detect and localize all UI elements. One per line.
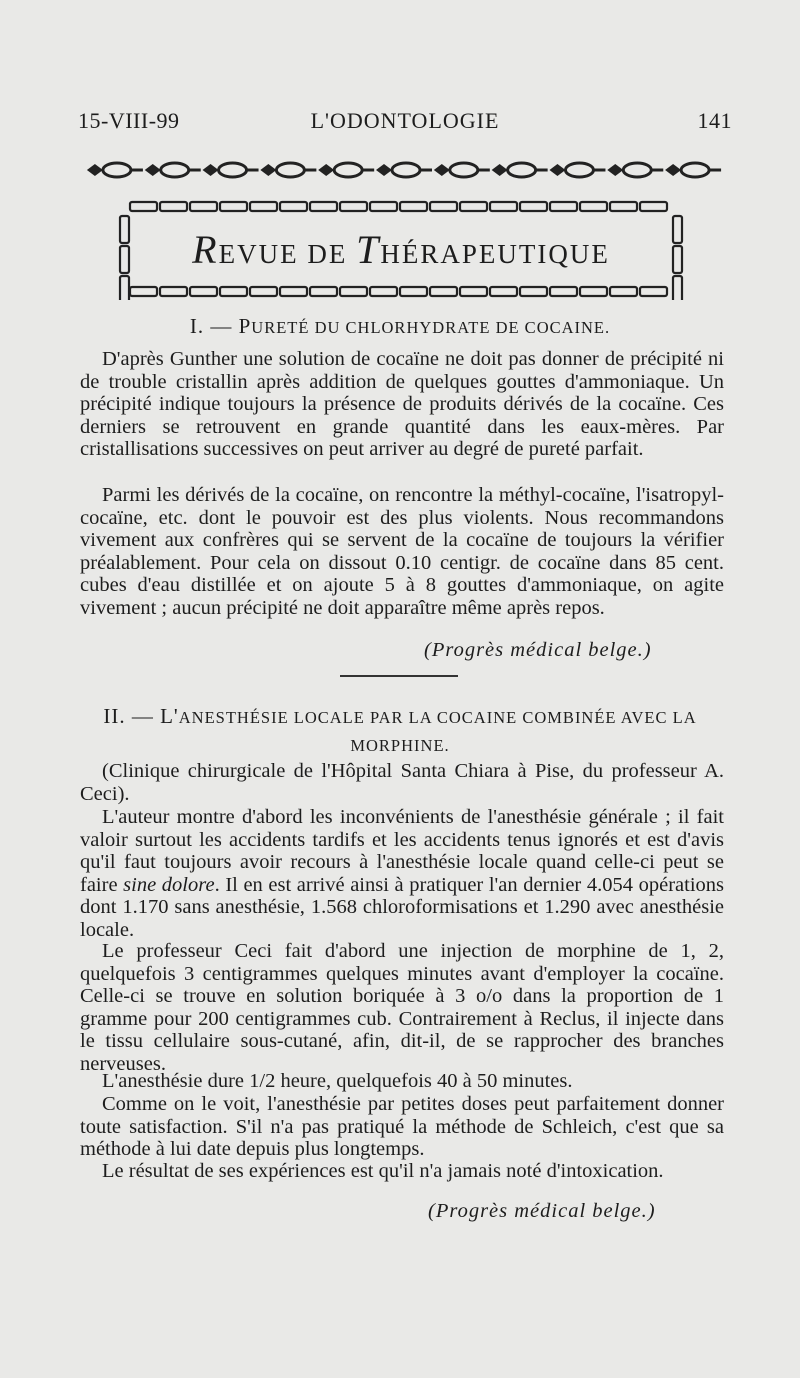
frame-link <box>490 202 517 211</box>
source-citation: (Progrès médical belge.) <box>428 1200 656 1222</box>
issue-date: 15-VIII-99 <box>78 108 180 133</box>
frame-link <box>520 202 547 211</box>
journal-title: L'ODONTOLOGIE <box>310 108 500 133</box>
frame-link <box>520 287 547 296</box>
section-divider <box>340 675 458 677</box>
page-number: 141 <box>697 108 732 133</box>
section-1-paragraph: D'après Gunther une solution de cocaïne ne doit pas donner de précipité ni de trouble cristallin après addition de quelques gouttes d'ammoniaque. Un précipité indique toujours la présence de produits dérivés de la cocaïne. Ces derniers se retrouvent en grande quantité dans les eaux-mères. Par cristallisations successives on peut arriver au degré de pureté parfait. <box>80 348 724 461</box>
frame-link <box>400 287 427 296</box>
frame-link <box>460 202 487 211</box>
ornament-link <box>260 163 316 177</box>
frame-link <box>430 287 457 296</box>
frame-link <box>673 276 682 300</box>
frame-link <box>340 202 367 211</box>
ornament-link <box>434 163 490 177</box>
ornament-link <box>549 163 605 177</box>
banner-title: REVUE DE THÉRAPEUTIQUE <box>192 227 610 272</box>
source-citation: (Progrès médical belge.) <box>424 639 652 661</box>
section-2-paragraph: L'auteur montre d'abord les inconvénients de l'anesthésie générale ; il fait valoir surtout les accidents tardifs et les accidents tenus ignorés et est d'avis qu'il faut toujours avoir recours à l'anesthésie locale quand celle-ci peut se faire sine dolore. Il en est arrivé ainsi à pratiquer l'an dernier 4.054 opérations dont 1.170 sans anesthésie, 1.568 chloroformisations et 1.290 avec anesthésie locale. <box>80 806 724 941</box>
frame-link <box>280 287 307 296</box>
frame-link <box>280 202 307 211</box>
frame-link <box>220 202 247 211</box>
frame-link <box>640 202 667 211</box>
frame-link <box>550 287 577 296</box>
frame-link <box>400 202 427 211</box>
frame-link <box>160 202 187 211</box>
section-2-heading: II. — L'ANESTHÉSIE LOCALE PAR LA COCAINE COMBINÉE AVEC LA MORPHINE. <box>103 704 697 755</box>
frame-link <box>250 287 277 296</box>
frame-link <box>610 202 637 211</box>
section-banner <box>118 198 684 300</box>
ornament-chain <box>86 150 722 190</box>
frame-link <box>340 287 367 296</box>
ornament-link <box>376 163 432 177</box>
frame-link <box>120 276 129 300</box>
ornament-link <box>607 163 663 177</box>
frame-link <box>310 287 337 296</box>
section-1-heading: I. — PURETÉ DU CHLORHYDRATE DE COCAINE. <box>189 314 611 338</box>
ornament-link <box>145 163 201 177</box>
latin-phrase: sine dolore <box>123 873 215 896</box>
section-2-paragraph: (Clinique chirurgicale de l'Hôpital Santa Chiara à Pise, du professeur A. Ceci). <box>80 760 724 805</box>
ornament-link <box>318 163 374 177</box>
frame-link <box>130 287 157 296</box>
frame-link <box>490 287 517 296</box>
frame-link <box>370 202 397 211</box>
frame-link <box>370 287 397 296</box>
ornament-link <box>665 163 721 177</box>
section-2-paragraph: Le résultat de ses expériences est qu'il n'a jamais noté d'intoxication. <box>102 1160 664 1182</box>
frame-link <box>610 287 637 296</box>
frame-link <box>130 202 157 211</box>
frame-link <box>550 202 577 211</box>
frame-link <box>580 202 607 211</box>
frame-link <box>460 287 487 296</box>
frame-link <box>580 287 607 296</box>
section-1-paragraph: Parmi les dérivés de la cocaïne, on rencontre la méthyl-cocaïne, l'isatropyl-cocaïne, etc. dont le pouvoir est des plus violents. Nous recommandons vivement aux confrères qui se servent de la cocaïne de toujours la vérifier préalablement. Pour cela on dissout 0.10 centigr. de cocaïne dans 85 cent. cubes d'eau distillée et on ajoute 5 à 8 gouttes d'ammoniaque, on agite vivement ; aucun précipité ne doit apparaître même après repos. <box>80 484 724 619</box>
ornament-link <box>203 163 259 177</box>
frame-link <box>190 287 217 296</box>
frame-link <box>430 202 457 211</box>
frame-link <box>190 202 217 211</box>
frame-link <box>220 287 247 296</box>
ornament-link <box>87 163 143 177</box>
frame-link <box>250 202 277 211</box>
frame-link <box>310 202 337 211</box>
ornament-link <box>492 163 548 177</box>
section-2-paragraph: Le professeur Ceci fait d'abord une injection de morphine de 1, 2, quelquefois 3 centigrammes quelques minutes avant d'employer la cocaïne. Celle-ci se trouve en solution boriquée à 3 o/o dans la proportion de 1 gramme pour 200 centigrammes cub. Contrairement à Reclus, il injecte dans le tissu cellulaire sous-cutané, afin, dit-il, de se rapprocher des branches nerveuses. <box>80 940 724 1075</box>
frame-link <box>640 287 667 296</box>
frame-link <box>160 287 187 296</box>
section-2-paragraph: L'anesthésie dure 1/2 heure, quelquefois 40 à 50 minutes. <box>102 1070 573 1092</box>
section-2-paragraph: Comme on le voit, l'anesthésie par petites doses peut parfaitement donner toute satisfaction. S'il n'a pas pratiqué la méthode de Schleich, c'est que sa méthode à lui date depuis plus longtemps. <box>80 1093 724 1161</box>
